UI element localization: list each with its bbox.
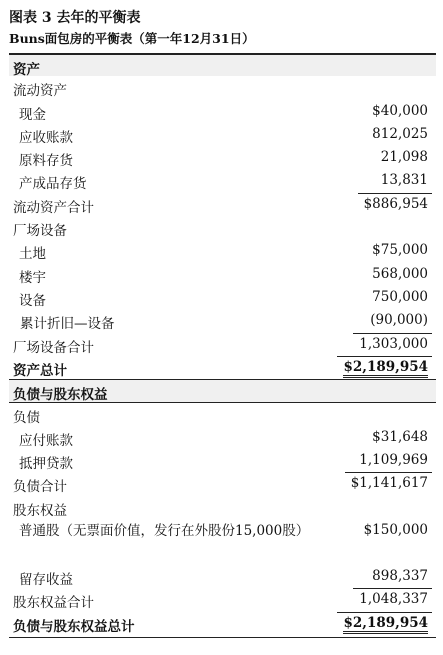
table-row xyxy=(9,612,436,635)
table-row xyxy=(9,356,436,379)
balance-sheet-subtitle: Buns面包房的平衡表（第一年12月31日） xyxy=(9,31,255,46)
table-row xyxy=(9,588,436,611)
row-label: 产成品存货 xyxy=(19,176,87,193)
row-value: 750,000 xyxy=(372,288,428,305)
table-row xyxy=(9,193,436,216)
table-row xyxy=(9,565,436,588)
row-value: 1,109,969 xyxy=(359,452,428,469)
row-label: 股东权益 xyxy=(13,502,67,519)
table-row xyxy=(9,146,436,169)
row-label: 负债合计 xyxy=(13,479,67,496)
table-row xyxy=(9,426,436,449)
table-row xyxy=(9,76,436,99)
row-label: 资产 xyxy=(13,62,40,78)
table-row xyxy=(9,53,436,76)
table-row xyxy=(9,100,436,123)
table-row xyxy=(9,449,436,472)
row-label: 负债与股东权益 xyxy=(13,387,108,404)
title-block xyxy=(9,9,255,47)
row-label: 应收账款 xyxy=(19,129,73,146)
row-label: 现金 xyxy=(19,106,46,123)
table-row xyxy=(9,169,436,192)
row-value: (90,000) xyxy=(370,312,428,329)
row-label: 抵押贷款 xyxy=(19,456,73,473)
table-row xyxy=(9,123,436,146)
row-label: 普通股（无票面价值，发行在外股份15,000股） xyxy=(19,522,310,539)
table-row xyxy=(9,402,436,425)
table-row xyxy=(9,239,436,262)
row-value: 812,025 xyxy=(372,125,428,142)
row-label: 股东权益合计 xyxy=(13,595,94,612)
row-value: $2,189,954 xyxy=(343,615,428,634)
table-row xyxy=(9,263,436,286)
row-value: 1,303,000 xyxy=(359,335,428,352)
row-label: 负债 xyxy=(13,410,40,427)
table-row xyxy=(9,286,436,309)
table-row xyxy=(9,216,436,239)
table-row xyxy=(9,496,436,519)
figure-title: 图表 3 去年的平衡表 xyxy=(9,10,141,26)
row-label: 厂场设备合计 xyxy=(13,339,94,356)
row-value: 21,098 xyxy=(380,149,428,166)
table-row xyxy=(9,519,436,565)
row-label: 留存收益 xyxy=(19,571,73,588)
row-label: 应付账款 xyxy=(19,432,73,449)
row-value: 568,000 xyxy=(372,265,428,282)
row-label: 原料存货 xyxy=(19,153,73,170)
row-label: 资产总计 xyxy=(13,362,67,379)
row-label: 负债与股东权益总计 xyxy=(13,618,135,635)
row-value: $886,954 xyxy=(363,195,428,212)
row-value: 1,048,337 xyxy=(359,591,428,608)
row-value: $31,648 xyxy=(372,428,428,445)
balance-sheet-table xyxy=(9,53,436,635)
row-label: 土地 xyxy=(19,246,46,263)
table-row xyxy=(9,333,436,356)
row-label: 流动资产 xyxy=(13,83,67,100)
table-row xyxy=(9,379,436,402)
row-label: 厂场设备 xyxy=(13,223,67,240)
row-value: $75,000 xyxy=(372,242,428,259)
row-value: $150,000 xyxy=(363,521,428,538)
row-value: $40,000 xyxy=(372,102,428,119)
table-row xyxy=(9,309,436,332)
table-bottom-border xyxy=(9,637,436,638)
row-value: $1,141,617 xyxy=(350,475,428,492)
row-value: $2,189,954 xyxy=(343,359,428,378)
row-value: 13,831 xyxy=(380,172,428,189)
row-label: 累计折旧—设备 xyxy=(20,316,115,333)
table-row xyxy=(9,472,436,495)
row-label: 设备 xyxy=(19,292,46,309)
row-value: 898,337 xyxy=(372,567,428,584)
row-label: 流动资产合计 xyxy=(13,199,94,216)
row-label: 楼宇 xyxy=(19,269,46,286)
